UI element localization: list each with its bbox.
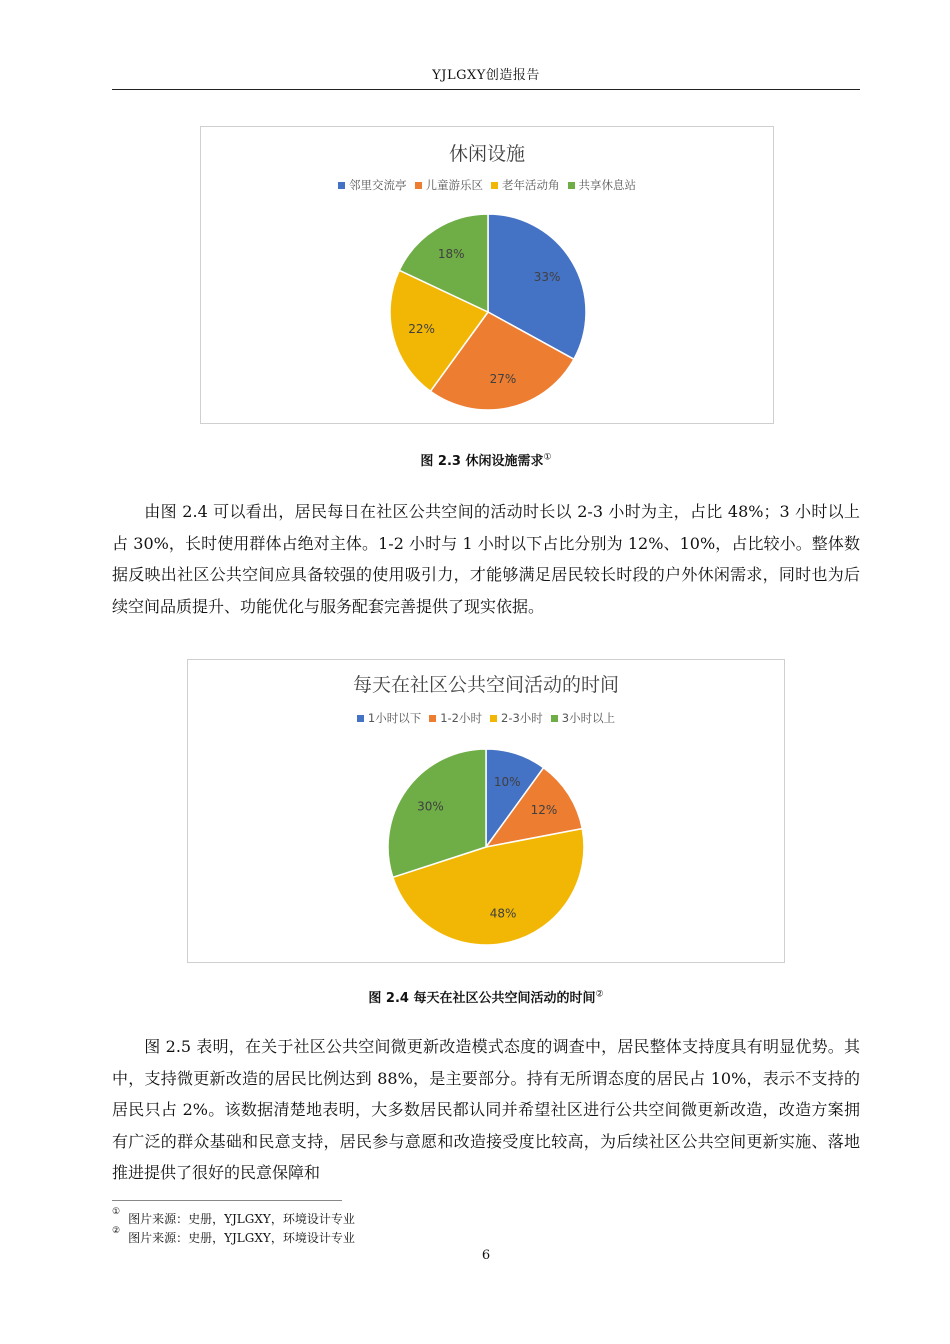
legend-swatch (490, 715, 497, 722)
daily-activity-time-chart (187, 659, 785, 963)
footnote (112, 1226, 355, 1246)
chart-legend (188, 710, 784, 726)
leisure-facilities-chart (200, 126, 774, 424)
legend-label: 1小时以下 (367, 711, 422, 725)
legend-label: 共享休息站 (578, 178, 636, 192)
legend-swatch (415, 182, 422, 189)
legend-item (490, 710, 543, 726)
legend-item (415, 177, 484, 193)
data-label: 30% (417, 799, 444, 814)
legend-swatch (357, 715, 364, 722)
figure-caption (112, 450, 860, 469)
data-label: 12% (530, 803, 558, 818)
caption-text: 图 2.3 休闲设施需求 (420, 454, 544, 469)
caption-text: 图 2.4 每天在社区公共空间活动的时间 (368, 991, 596, 1006)
data-label: 18% (437, 247, 465, 262)
chart-title: 休闲设施 (448, 143, 525, 165)
footnote-mark: ② (112, 1226, 121, 1236)
figure-caption (112, 987, 860, 1006)
legend-swatch (491, 182, 498, 189)
data-label: 22% (408, 322, 435, 337)
footnote-mark: ① (112, 1207, 121, 1217)
legend-label: 3小时以上 (561, 711, 616, 725)
paragraph-text: 由图 2.4 可以看出，居民每日在社区公共空间的活动时长以 2-3 小时为主，占比 48%；3 小时以上占 30%，长时使用群体占绝对主体。1-2 小时与 1 小时以下占比分别为 12%、10%，占比较小。整体数据反映出社区公共空间应具备较强的使用吸引力，才能够满足居民较长时段的户外休闲需求，同时也为后续空间品质提升、功能优化与服务配套完善提供了现实依据。 (112, 502, 860, 616)
legend-label: 儿童游乐区 (425, 178, 483, 192)
data-label: 48% (489, 906, 517, 921)
body-paragraph (112, 496, 860, 622)
caption-footnote-mark: ① (543, 452, 552, 463)
data-label: 10% (493, 774, 521, 789)
legend-swatch (551, 715, 558, 722)
legend-swatch (568, 182, 575, 189)
data-label: 27% (489, 371, 517, 386)
paragraph-text: 图 2.5 表明，在关于社区公共空间微更新改造模式态度的调查中，居民整体支持度具有明显优势。其中，支持微更新改造的居民比例达到 88%，是主要部分。持有无所谓态度的居民占 10%，表示不支持的居民只占 2%。该数据清楚地表明，大多数居民都认同并希望社区进行公共空间微更新改造，改造方案拥有广泛的群众基础和民意支持，居民参与意愿和改造接受度比较高，为后续社区公共空间更新实施、落地推进提供了很好的民意保障和 (112, 1037, 860, 1182)
chart-title: 每天在社区公共空间活动的时间 (352, 674, 619, 696)
body-paragraph (112, 1031, 860, 1189)
legend-label: 邻里交流亭 (349, 178, 407, 192)
header-divider (112, 89, 860, 90)
pie-chart (389, 213, 587, 411)
legend-item (551, 710, 615, 726)
page-number: 6 (481, 1248, 491, 1263)
legend-label: 1-2小时 (440, 711, 482, 725)
legend-item (568, 177, 637, 193)
footnote-divider (112, 1200, 342, 1201)
legend-item (429, 710, 482, 726)
legend-label: 2-3小时 (501, 711, 543, 725)
legend-item (338, 177, 407, 193)
footnote-text: 图片来源：史册，YJLGXY，环境设计专业 (128, 1231, 355, 1245)
caption-footnote-mark: ② (595, 989, 604, 1000)
chart-legend (201, 177, 773, 193)
legend-swatch (429, 715, 436, 722)
pie-chart (387, 748, 585, 946)
legend-item (491, 177, 560, 193)
legend-item (357, 710, 421, 726)
footnote-text: 图片来源：史册，YJLGXY，环境设计专业 (128, 1212, 355, 1226)
legend-label: 老年活动角 (502, 178, 560, 192)
data-label: 33% (533, 270, 561, 285)
page-header: YJLGXY创造报告 (432, 68, 540, 83)
footnote (112, 1207, 355, 1227)
legend-swatch (338, 182, 345, 189)
